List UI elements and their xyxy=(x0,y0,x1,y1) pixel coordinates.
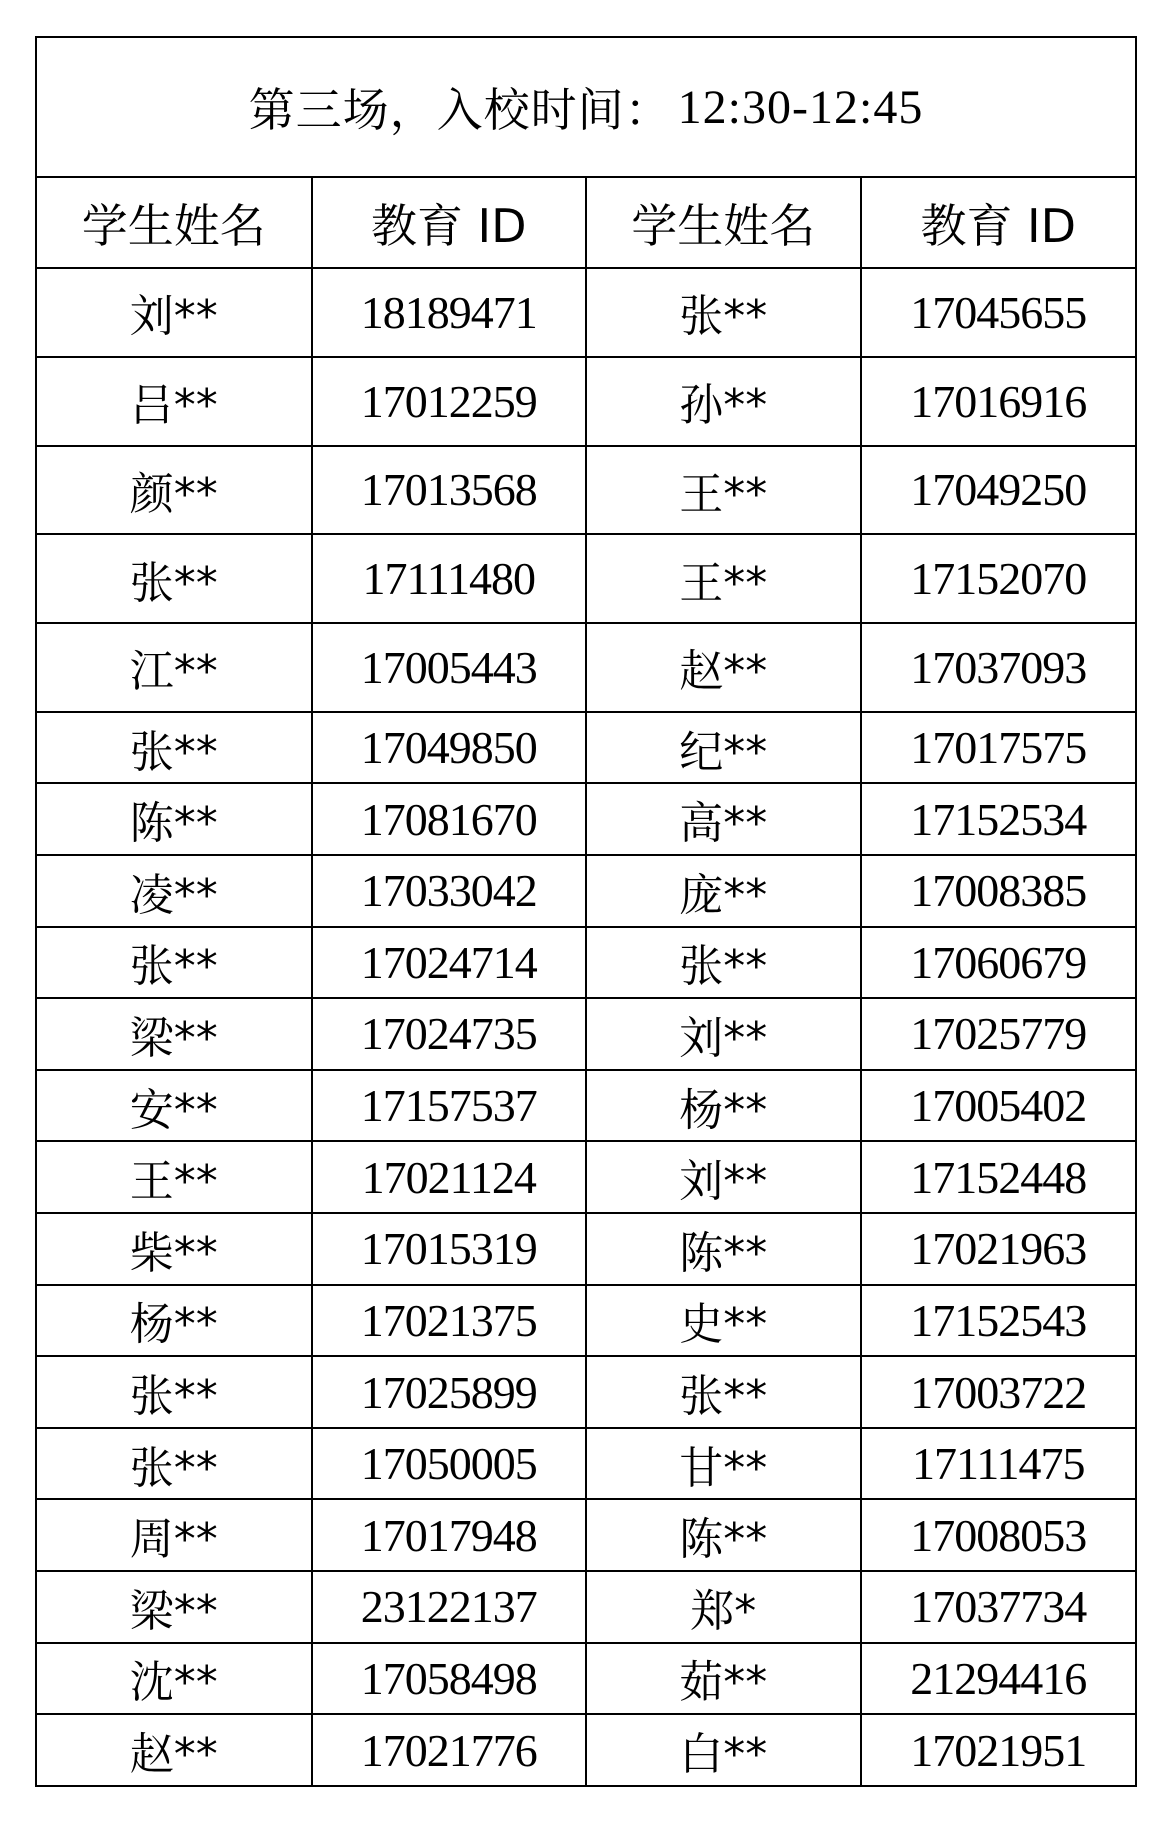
education-id-left: 17025899 xyxy=(312,1356,587,1428)
student-name-right: 陈** xyxy=(586,1213,861,1285)
education-id-left: 17015319 xyxy=(312,1213,587,1285)
table-row xyxy=(37,783,1135,855)
student-name-left: 沈** xyxy=(37,1643,312,1715)
student-name-left: 张** xyxy=(37,534,312,623)
education-id-right: 17021951 xyxy=(861,1714,1136,1785)
student-name-left: 杨** xyxy=(37,1285,312,1357)
education-id-right: 17045655 xyxy=(861,268,1136,357)
student-name-right: 张** xyxy=(586,268,861,357)
table-row xyxy=(37,998,1135,1070)
education-id-right: 17021963 xyxy=(861,1213,1136,1285)
education-id-left: 17017948 xyxy=(312,1499,587,1571)
student-name-right: 张** xyxy=(586,1356,861,1428)
student-name-right: 陈** xyxy=(586,1499,861,1571)
student-name-right: 郑* xyxy=(586,1571,861,1643)
education-id-left: 17013568 xyxy=(312,446,587,535)
header-student-name-right: 学生姓名 xyxy=(586,178,861,268)
header-student-name-left: 学生姓名 xyxy=(37,178,312,268)
student-name-right: 高** xyxy=(586,783,861,855)
education-id-right: 17008385 xyxy=(861,855,1136,927)
table-row xyxy=(37,1499,1135,1571)
student-name-right: 杨** xyxy=(586,1070,861,1142)
student-name-left: 安** xyxy=(37,1070,312,1142)
education-id-left: 23122137 xyxy=(312,1571,587,1643)
student-name-left: 刘** xyxy=(37,268,312,357)
student-name-right: 赵** xyxy=(586,623,861,712)
student-name-left: 梁** xyxy=(37,1571,312,1643)
table-row xyxy=(37,1643,1135,1715)
header-education-id-left: 教育 ID xyxy=(312,178,587,268)
student-entry-table-sheet xyxy=(35,36,1137,1787)
table-row xyxy=(37,1213,1135,1285)
table-row xyxy=(37,1571,1135,1643)
table-row xyxy=(37,357,1135,446)
student-name-left: 凌** xyxy=(37,855,312,927)
education-id-left: 17024714 xyxy=(312,927,587,999)
student-name-right: 刘** xyxy=(586,1141,861,1213)
education-id-right: 17008053 xyxy=(861,1499,1136,1571)
education-id-right: 17037734 xyxy=(861,1571,1136,1643)
table-row xyxy=(37,1070,1135,1142)
table-row xyxy=(37,855,1135,927)
table-row xyxy=(37,1714,1135,1785)
student-name-left: 王** xyxy=(37,1141,312,1213)
student-name-right: 刘** xyxy=(586,998,861,1070)
table-row xyxy=(37,1356,1135,1428)
student-name-right: 纪** xyxy=(586,712,861,784)
education-id-left: 17157537 xyxy=(312,1070,587,1142)
education-id-left: 17005443 xyxy=(312,623,587,712)
education-id-right: 17016916 xyxy=(861,357,1136,446)
table-row xyxy=(37,1428,1135,1500)
education-id-right: 17049250 xyxy=(861,446,1136,535)
student-name-left: 梁** xyxy=(37,998,312,1070)
student-name-left: 张** xyxy=(37,1356,312,1428)
table-row xyxy=(37,1141,1135,1213)
session-label: 第三场，入校时间： xyxy=(248,83,672,137)
education-id-right: 17003722 xyxy=(861,1356,1136,1428)
student-name-right: 甘** xyxy=(586,1428,861,1500)
student-name-right: 张** xyxy=(586,927,861,999)
student-name-left: 张** xyxy=(37,712,312,784)
education-id-left: 17033042 xyxy=(312,855,587,927)
student-name-left: 颜** xyxy=(37,446,312,535)
header-row xyxy=(37,178,1135,268)
education-id-right: 21294416 xyxy=(861,1643,1136,1715)
student-name-left: 吕** xyxy=(37,357,312,446)
student-name-right: 王** xyxy=(586,534,861,623)
education-id-right: 17111475 xyxy=(861,1428,1136,1500)
student-name-right: 茹** xyxy=(586,1643,861,1715)
student-name-left: 赵** xyxy=(37,1714,312,1785)
entry-time: 12:30-12:45 xyxy=(677,80,924,134)
table-row xyxy=(37,1285,1135,1357)
student-name-left: 张** xyxy=(37,927,312,999)
table-row xyxy=(37,534,1135,623)
education-id-right: 17152448 xyxy=(861,1141,1136,1213)
education-id-left: 17024735 xyxy=(312,998,587,1070)
table-row xyxy=(37,446,1135,535)
education-id-left: 17111480 xyxy=(312,534,587,623)
header-education-id-right: 教育 ID xyxy=(861,178,1136,268)
education-id-right: 17005402 xyxy=(861,1070,1136,1142)
education-id-right: 17060679 xyxy=(861,927,1136,999)
table-row xyxy=(37,268,1135,357)
session-title xyxy=(37,38,1135,178)
student-name-right: 王** xyxy=(586,446,861,535)
student-name-left: 陈** xyxy=(37,783,312,855)
education-id-right: 17037093 xyxy=(861,623,1136,712)
table-row xyxy=(37,712,1135,784)
education-id-left: 17058498 xyxy=(312,1643,587,1715)
student-name-right: 史** xyxy=(586,1285,861,1357)
education-id-right: 17152534 xyxy=(861,783,1136,855)
education-id-left: 17021776 xyxy=(312,1714,587,1785)
education-id-left: 17050005 xyxy=(312,1428,587,1500)
student-name-right: 庞** xyxy=(586,855,861,927)
student-name-right: 孙** xyxy=(586,357,861,446)
education-id-left: 17081670 xyxy=(312,783,587,855)
table-body xyxy=(37,268,1135,1785)
education-id-left: 17021124 xyxy=(312,1141,587,1213)
student-name-left: 周** xyxy=(37,1499,312,1571)
education-id-right: 17025779 xyxy=(861,998,1136,1070)
education-id-left: 17012259 xyxy=(312,357,587,446)
education-id-right: 17152543 xyxy=(861,1285,1136,1357)
education-id-left: 17049850 xyxy=(312,712,587,784)
table-row xyxy=(37,927,1135,999)
education-id-right: 17017575 xyxy=(861,712,1136,784)
student-name-right: 白** xyxy=(586,1714,861,1785)
student-name-left: 张** xyxy=(37,1428,312,1500)
student-table xyxy=(37,178,1135,1785)
student-name-left: 江** xyxy=(37,623,312,712)
student-name-left: 柴** xyxy=(37,1213,312,1285)
education-id-left: 18189471 xyxy=(312,268,587,357)
education-id-left: 17021375 xyxy=(312,1285,587,1357)
education-id-right: 17152070 xyxy=(861,534,1136,623)
table-row xyxy=(37,623,1135,712)
